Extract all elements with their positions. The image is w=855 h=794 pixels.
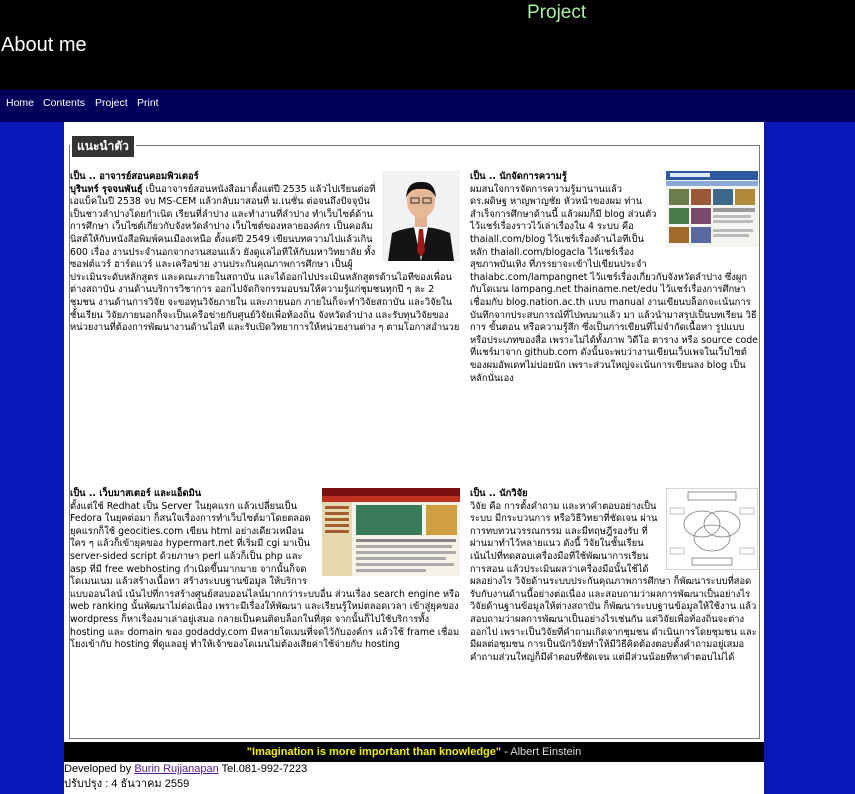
knowledge-title: เป็น .. นักจัดการความรู้: [470, 171, 567, 182]
footer-developed-by: Developed by: [64, 763, 135, 775]
quote-author: Albert Einstein: [510, 746, 582, 758]
portrait-photo: [382, 171, 460, 261]
footer: [64, 762, 764, 794]
knowledge-block: [470, 171, 758, 461]
webmaster-block: [70, 488, 460, 698]
researcher-block: [470, 488, 758, 733]
nav-contents-link[interactable]: Contents: [43, 97, 86, 109]
webmaster-text: ตั้งแต่ใช้ Redhat เป็น Server ในยุคแรก แล้วเปลี่ยนเป็น Fedora ในยุคต่อมา ก็สนใจเรื่องการทำเว็บไซต์มาโดยตลอด ยุคแรกก็ใช้ geocities.com เขียน html อย่างเดียวเหมือนใคร ๆ แล้วก็เข้ายุคของ hypermart.net ที่เริ่มมี cgi มาเป็น server-sided script ด้วยภาษา perl แล้วก็เป็น php และ asp ที่มี free webhosting กำเนิดขึ้นมากมาย จากนั้นก็จดโดเมนเนม แล้วสร้างเนื้อหา สร้างระบบฐานข้อมูล ให้บริการแบบออนไลน์ เน้นไปที่การสร้างศูนย์สอบออนไลน์มากกว่าระบบอื่น ส่วนเรื่อง search engine หรือ web ranking นั้นพัฒนาไม่ต่อเนื่อง เพราะมีเรื่องให้พัฒนา และเรียนรู้ใหม่ตลอดเวลา เข้าสู่ยุคของ wordpress ก็หาเรื่องมาเล่าอยู่เสมอ กลายเป็นคนติดบล็อกในที่สุด จากนั้นก็ไปใช้บริการทั้ง hosting และ domain ของ godaddy.com มีหลายโดเมนที่จดไว้กับองค์กร แล้วใช้ frame เชื่อมโยงเข้ากับ hosting ที่ดูแลอยู่ ทำให้เจ้าของโดเมนไม่ต้องเสียค่าใช้จ่ายกับ hosting: [70, 500, 460, 651]
nav-project-link[interactable]: Project: [95, 97, 128, 109]
researcher-text: วิจัย คือ การตั้งคำถาม และหาคำตอบอย่างเป็นระบบ มีกระบวนการ หรือวิธีวิทยาที่ชัดเจน ผ่านการทบทวนวรรณกรรม และมีทฤษฎีรองรับ ที่ผ่านมาทำไว้หลายแนว ดังนี้ วิจัยในชั้นเรียน เน้นไปที่ทดสอบเครื่องมือที่ใช้พัฒนาการเรียนการสอน แล้วประเมินผลว่าเครื่องมือนั้นใช้ได้ผลอย่างไร วิจัยด้านระบบประกันคุณภาพการศึกษา ก็พัฒนาระบบที่สอดรับกับงานด้านนี้อย่างต่อเนื่อง และสอบถามว่าผลการพัฒนาเป็นอย่างไร วิจัยด้านฐานข้อมูลให้ต่างสถาบัน ก็พัฒนาระบบฐานข้อมูลให้ใช้งาน แล้วสอบถามว่าผลการพัฒนาเป็นอย่างไรเช่นกัน แต่วิจัยเพื่อท้องถิ่นจะต่างออกไป เพราะเป็นวิจัยที่คำถามเกิดจากชุมชน ดำเนินการโดยชุมชน และมีผลต่อชุมชน การเป็นนักวิจัยทำให้มีวิธีคิดต้องตอบตั้งคำถามอยู่เสมอ คำถามส่วนใหญ่ก็มีคำตอบที่ชัดเจน แต่มีส่วนน้อยที่หาคำตอบไม่ได้: [470, 500, 757, 663]
quote-text: "Imagination is more important than knowledge": [246, 746, 502, 758]
website-screenshot-image: [322, 488, 460, 576]
webmaster-title: เป็น .. เว็บมาสเตอร์ และแอ็ดมิน: [70, 488, 202, 499]
main-content: [64, 122, 764, 742]
navbar: [0, 90, 855, 122]
quote-separator: -: [501, 746, 511, 758]
footer-phone: Tel.081-992-7223: [218, 763, 308, 775]
nav-home-link[interactable]: Home: [6, 97, 35, 109]
teacher-title: เป็น .. อาจารย์สอนคอมพิวเตอร์: [70, 171, 199, 182]
nav-print-link[interactable]: Print: [137, 97, 159, 109]
section-title: แนะนำตัว: [70, 135, 136, 157]
site-title[interactable]: Project: [527, 2, 587, 23]
teacher-text: เป็นอาจารย์สอนหนังสือมาตั้งแต่ปี 2535 แล้วไปเรียนต่อที่เอแบ็คในปี 2538 จบ MS-CEM แล้วกลับมาสอนที่ ม.เนชั่น ต่อจนถึงปัจจุบัน เป็นชาวลำปางโดยกำเนิด เรียนที่ลำปาง และทำงานที่ลำปาง ทำเว็บไซต์ด้านการศึกษา เว็บไซต์เกี่ยวกับจังหวัดลำปาง เว็บไซต์ของหลายองค์กร เป็นคอลัมนิสต์ให้กับหนังสือพิมพ์คนเมืองเหนือ ตั้งแต่ปี 2549 เขียนบทความไปแล้วเกิน 600 เรื่อง งานประจำนอกจากงานสอนแล้ว ยังดูแลไอทีให้กับมหาวิทยาลัย ทั้งซอฟต์แวร์ ฮาร์ดแวร์ และเครือข่าย งานประกันคุณภาพการศึกษา เป็นผู้ประเมินระดับหลักสูตร และคณะภายในสถาบัน และได้ออกไปประเมินหลักสูตรด้านไอทีของเพื่อนต่างสถาบัน งานด้านบริการวิชาการ ออกไปจัดกิจกรรมอบรมให้ความรู้แก่ชุมชนทุกปี ๆ ละ 2 ชุมชน งานด้านการวิจัย จะขอทุนวิจัยภายใน และภายนอก ภายในก็จะทำวิจัยสถาบัน และวิจัยในชั้นเรียน วิจัยภายนอกก็จะเป็นเครือข่ายกับศูนย์วิจัยเพื่อท้องถิ่น จังหวัดลำปาง และรับทุนวิจัยของหน่วยงานที่ต้องการพัฒนางานด้านไอที และรับเปิดวิทยาการให้หน่วยงานต่าง ๆ ตามโอกาสอำนวย: [70, 183, 460, 334]
researcher-title: เป็น .. นักวิจัย: [470, 488, 528, 499]
teacher-name: บุรินทร์ รุจจนพันธุ์: [70, 183, 143, 195]
footer-credit-line: [64, 762, 764, 777]
blog-screenshot-image: [666, 171, 758, 247]
footer-updated-date: ปรับปรุง : 4 ธันวาคม 2559: [64, 778, 190, 790]
page-heading: About me: [1, 34, 87, 56]
knowledge-text: ผมสนใจการจัดการความรู้มานานแล้ว ดร.ผดิษฐ หาญพาญชัย หัวหน้าของผม ท่านสำเร็จการศึกษาด้านนี้ แล้วผมก็มี blog ส่วนตัวไว้แชร์เรื่องราวไว้เล่าเรื่องใน 4 ระบบ คือ thaiall.com/blog ไว้แชร์เรื่องด้านไอทีเป็นหลัก thaiall.com/blogacla ไว้แชร์เรื่องสุขภาพบันเทิง ที่ภรรยาจะเข้าไปเขียนประจำ thaiabc.com/lampangnet ไว้แชร์เรื่องเกี่ยวกับจังหวัดลำปาง ซึ่งผูกกับโดเมน lampang.net thainame.net/edu ไว้แชร์เรื่องการศึกษา เชื่อมกับ blog.nation.ac.th แบบ manual งานเขียนบล็อกจะเน้นการบันทึกจากประสบการณ์ที่ไปพบมาแล้ว มา แล้วนำมาสรุปเป็นบทเรียน วิธีการ ขั้นตอน หรือความรู้สึก ซึ่งเป็นการเขียนที่ไม่จำกัดเนื้อหา รูปแบบ หรือประเภทของสื่อ เพราะไม่ได้ทั้งภาพ วิดีโอ ตาราง หรือ source code ที่แชร์มาจาก github.com ดังนั้นจะพบว่างานเขียนเว็บเพจในเว็บไซต์ของผมอัพเดทไม่บ่อยนัก เพราะส่วนใหญ่จะเน้นการเขียนลง blog เป็นหลักนั่นเอง: [470, 183, 758, 384]
teacher-block: [70, 171, 460, 401]
research-diagram-image: [666, 488, 758, 570]
header: [0, 0, 855, 90]
footer-author-link[interactable]: Burin Rujjanapan: [134, 763, 219, 775]
quote-bar: [64, 742, 764, 762]
